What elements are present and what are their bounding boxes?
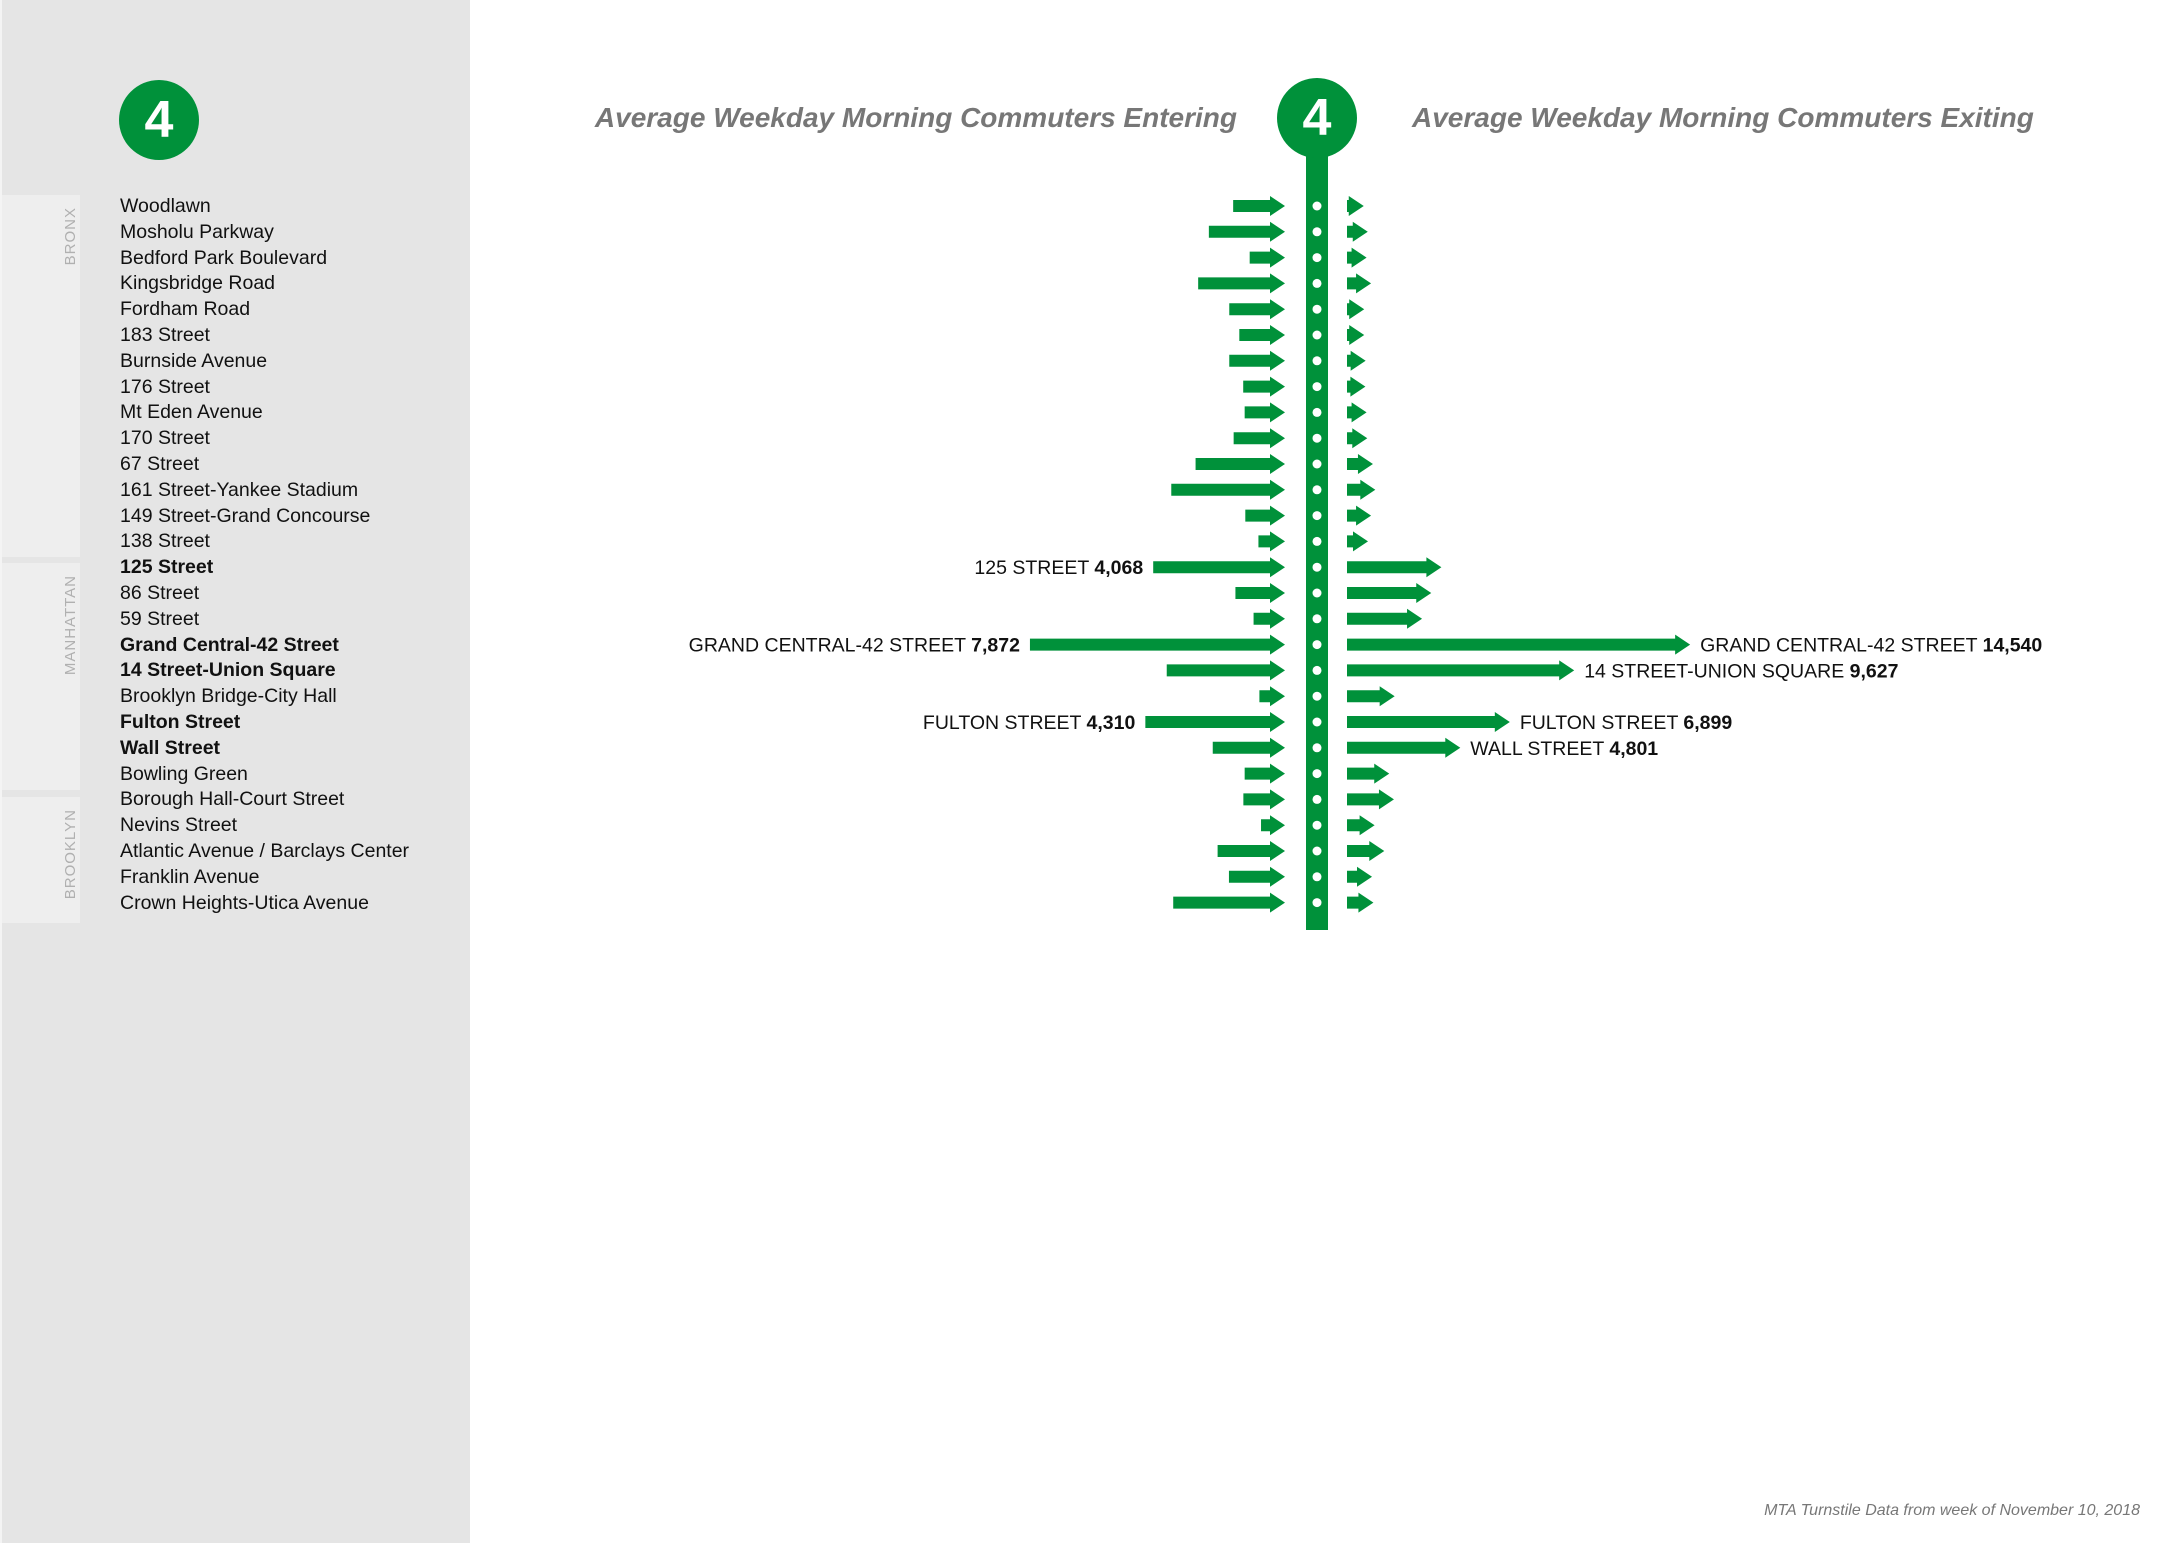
- exiting-arrow: [1347, 609, 1422, 629]
- annotation-station: GRAND CENTRAL-42 STREET: [688, 634, 972, 657]
- station-dot: [1313, 408, 1322, 417]
- station-dot: [1313, 795, 1322, 804]
- station-dot: [1313, 331, 1322, 340]
- annotation-station: FULTON STREET: [1519, 712, 1684, 734]
- entering-arrow: [1198, 273, 1285, 293]
- source-footnote: MTA Turnstile Data from week of November 10, 2018: [1764, 1502, 2140, 1519]
- station-list-item: Nevins Street: [120, 814, 238, 837]
- exiting-arrow: [1347, 789, 1394, 809]
- station-list-item: 170 Street: [120, 427, 210, 450]
- station-dot: [1313, 305, 1322, 314]
- right-annotation: [1700, 635, 2042, 657]
- entering-arrow: [1258, 531, 1285, 551]
- station-dot: [1313, 253, 1322, 262]
- exiting-arrow: [1347, 635, 1690, 655]
- station-list-item: 183 Street: [120, 323, 210, 346]
- exiting-arrow: [1347, 351, 1366, 371]
- entering-arrow: [1261, 815, 1285, 835]
- station-list-item: 125 Street: [120, 556, 214, 579]
- entering-arrow: [1243, 377, 1285, 397]
- exiting-arrow: [1347, 273, 1371, 293]
- borough-label: MANHATTAN: [62, 575, 79, 676]
- station-dot: [1313, 769, 1322, 778]
- annotation-station: WALL STREET: [1470, 737, 1610, 760]
- station-list-item: Fulton Street: [120, 710, 241, 733]
- station-dot: [1313, 640, 1322, 649]
- exiting-arrow: [1347, 557, 1441, 577]
- exiting-arrow: [1347, 686, 1395, 706]
- exiting-arrow: [1347, 196, 1364, 216]
- exiting-arrow: [1347, 738, 1460, 758]
- exiting-arrow: [1347, 815, 1375, 835]
- station-list-item: Burnside Avenue: [120, 349, 268, 372]
- exiting-arrow: [1347, 222, 1368, 242]
- entering-arrow: [1245, 506, 1285, 526]
- station-list-item: Borough Hall-Court Street: [120, 788, 345, 811]
- station-list-item: 138 Street: [120, 530, 210, 553]
- annotation-value: 14,540: [1982, 634, 2043, 657]
- right-annotation: [1584, 660, 1898, 682]
- entering-arrow: [1234, 428, 1285, 448]
- station-dot: [1313, 460, 1322, 469]
- right-annotation: [1520, 712, 1733, 734]
- station-list-item: Kingsbridge Road: [120, 272, 276, 295]
- entering-arrow: [1233, 196, 1285, 216]
- station-list-item: Grand Central-42 Street: [120, 633, 339, 656]
- left-annotation: [974, 557, 1143, 579]
- annotation-station: FULTON STREET: [922, 712, 1087, 734]
- entering-arrow: [1153, 557, 1285, 577]
- station-list-item: 59 Street: [120, 607, 200, 630]
- station-dot: [1313, 382, 1322, 391]
- station-list-item: Franklin Avenue: [120, 865, 260, 888]
- station-dot: [1313, 485, 1322, 494]
- station-list-item: Crown Heights-Utica Avenue: [120, 891, 369, 914]
- entering-arrow: [1259, 686, 1285, 706]
- entering-arrow: [1229, 351, 1285, 371]
- entering-arrow: [1167, 660, 1285, 680]
- entering-arrow: [1243, 789, 1285, 809]
- title-exiting: Average Weekday Morning Commuters Exiting: [1412, 102, 2034, 133]
- station-dot: [1313, 743, 1322, 752]
- station-dot: [1313, 821, 1322, 830]
- exiting-arrow: [1347, 506, 1371, 526]
- entering-arrow: [1235, 583, 1285, 603]
- exiting-arrow: [1347, 764, 1389, 784]
- station-list-item: Wall Street: [120, 736, 221, 759]
- station-dot: [1313, 666, 1322, 675]
- exiting-arrow: [1347, 583, 1431, 603]
- station-dot: [1313, 898, 1322, 907]
- entering-arrow: [1218, 841, 1285, 861]
- station-dot: [1313, 434, 1322, 443]
- exiting-arrow: [1347, 377, 1365, 397]
- right-annotation: [1470, 738, 1658, 760]
- borough-label: BRONX: [62, 207, 79, 266]
- station-dot: [1313, 511, 1322, 520]
- entering-arrow: [1245, 764, 1285, 784]
- exiting-arrow: [1347, 660, 1574, 680]
- entering-arrow: [1171, 480, 1285, 500]
- station-list-item: 67 Street: [120, 452, 200, 475]
- station-dot: [1313, 718, 1322, 727]
- station-list-item: Bedford Park Boulevard: [120, 246, 328, 269]
- entering-arrow: [1209, 222, 1285, 242]
- station-dot: [1313, 614, 1322, 623]
- exiting-arrow: [1347, 841, 1384, 861]
- station-dot: [1313, 356, 1322, 365]
- station-list-item: 14 Street-Union Square: [120, 659, 336, 682]
- station-dot: [1313, 692, 1322, 701]
- station-list-item: Atlantic Avenue / Barclays Center: [120, 839, 410, 862]
- entering-arrow: [1196, 454, 1285, 474]
- line-4-chart-badge: 4: [1277, 78, 1357, 158]
- annotation-value: 6,899: [1683, 712, 1733, 734]
- exiting-arrow: [1347, 248, 1367, 268]
- exiting-arrow: [1347, 299, 1364, 319]
- annotation-value: 4,801: [1609, 737, 1659, 760]
- station-list-item: 149 Street-Grand Concourse: [120, 504, 371, 527]
- annotation-value: 4,068: [1094, 557, 1144, 580]
- exiting-arrow: [1347, 712, 1510, 732]
- station-list-item: Bowling Green: [120, 762, 248, 785]
- entering-arrow: [1030, 635, 1285, 655]
- station-dot: [1313, 872, 1322, 881]
- exiting-arrow: [1347, 531, 1368, 551]
- annotation-station: 14 STREET-UNION SQUARE: [1584, 660, 1850, 683]
- exiting-arrow: [1347, 867, 1372, 887]
- entering-arrow: [1229, 867, 1285, 887]
- annotation-station: 125 STREET: [974, 557, 1095, 580]
- left-annotation: [689, 635, 1020, 657]
- station-dot: [1313, 227, 1322, 236]
- annotation-value: 7,872: [971, 634, 1020, 657]
- annotation-station: GRAND CENTRAL-42 STREET: [1700, 634, 1983, 657]
- line-rail: [1306, 120, 1328, 930]
- entering-arrow: [1213, 738, 1285, 758]
- station-dot: [1313, 589, 1322, 598]
- station-dot: [1313, 847, 1322, 856]
- station-dot: [1313, 537, 1322, 546]
- station-list-item: Woodlawn: [120, 195, 211, 217]
- exiting-arrow: [1347, 893, 1373, 913]
- exiting-arrow: [1347, 480, 1375, 500]
- annotation-value: 9,627: [1849, 660, 1899, 683]
- station-list-item: Fordham Road: [120, 298, 251, 321]
- station-list-item: Mosholu Parkway: [120, 220, 274, 243]
- entering-arrow: [1254, 609, 1285, 629]
- station-list-item: 86 Street: [120, 581, 200, 604]
- station-list-item: Brooklyn Bridge-City Hall: [120, 685, 337, 708]
- borough-label: BROOKLYN: [62, 809, 79, 900]
- entering-arrow: [1145, 712, 1285, 732]
- station-list-item: Mt Eden Avenue: [120, 401, 263, 424]
- entering-arrow: [1229, 299, 1285, 319]
- entering-arrow: [1239, 325, 1285, 345]
- station-dot: [1313, 563, 1322, 572]
- annotation-value: 4,310: [1086, 712, 1136, 734]
- station-dot: [1313, 202, 1322, 211]
- exiting-arrow: [1347, 454, 1373, 474]
- exiting-arrow: [1347, 325, 1364, 345]
- line-4-badge: 4: [119, 80, 199, 160]
- station-dot: [1313, 279, 1322, 288]
- entering-arrow: [1245, 402, 1285, 422]
- station-list-item: 161 Street-Yankee Stadium: [120, 478, 359, 501]
- left-annotation: [923, 712, 1136, 734]
- entering-arrow: [1173, 893, 1285, 913]
- station-list-item: 176 Street: [120, 375, 210, 398]
- exiting-arrow: [1347, 428, 1367, 448]
- title-entering: Average Weekday Morning Commuters Entering: [594, 102, 1237, 133]
- exiting-arrow: [1347, 402, 1367, 422]
- entering-arrow: [1250, 248, 1285, 268]
